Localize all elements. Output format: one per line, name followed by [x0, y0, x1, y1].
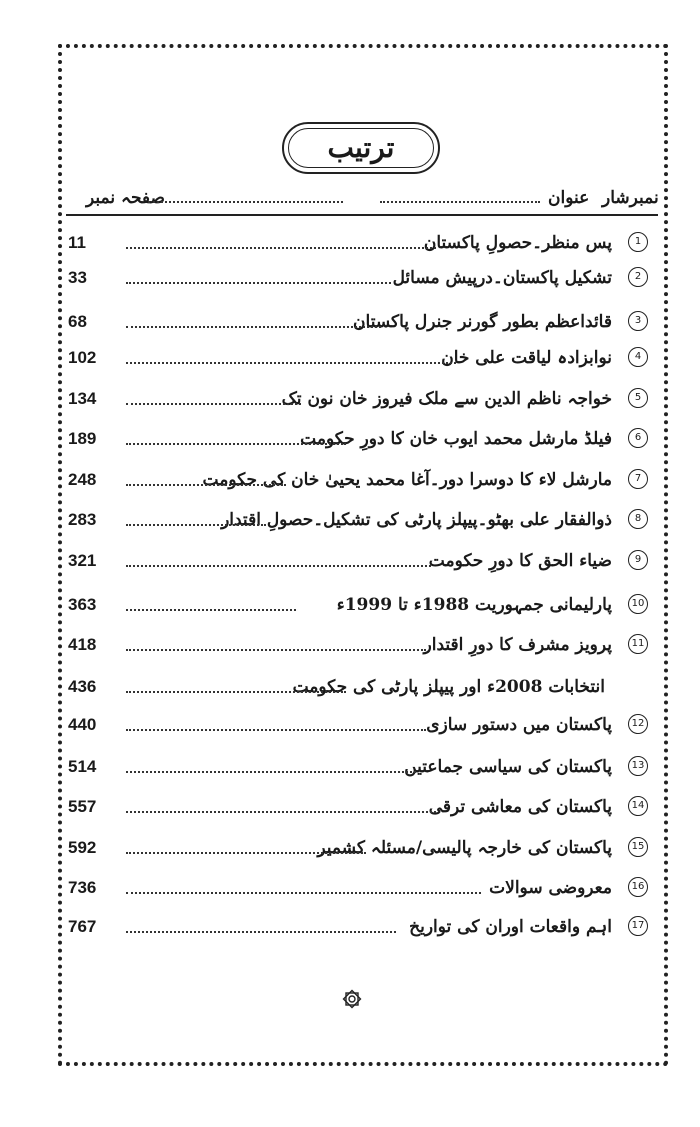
page-number: 592 — [68, 838, 97, 857]
serial-number-badge: 9 — [628, 550, 648, 570]
toc-row[interactable] — [0, 873, 700, 903]
serial-number-badge: 4 — [628, 347, 648, 367]
page-number: 363 — [68, 595, 97, 614]
leader-dots — [126, 691, 346, 695]
page-number: 11 — [68, 233, 86, 252]
toc-row[interactable] — [0, 424, 700, 454]
chapter-title: ضیاء الحق کا دورِ حکومت — [428, 551, 612, 571]
page-number: 134 — [68, 389, 97, 408]
chapter-title: قائداعظم بطور گورنر جنرل پاکستان — [353, 312, 612, 332]
serial-number-badge: 3 — [628, 311, 648, 331]
leader-dots — [126, 282, 391, 286]
serial-number-badge: 11 — [628, 634, 648, 654]
page-number: 68 — [68, 312, 87, 331]
chapter-title: پرویز مشرف کا دورِ اقتدار — [423, 635, 612, 655]
leader-dots — [126, 326, 381, 330]
leader-dots — [126, 443, 346, 447]
serial-number-badge: 16 — [628, 877, 648, 897]
serial-number-badge: 15 — [628, 837, 648, 857]
chapter-title: پس منظر۔حصولِ پاکستان — [423, 233, 612, 253]
serial-number-badge: 12 — [628, 714, 648, 734]
chapter-title: خواجہ ناظم الدین سے ملک فیروز خان نون تک — [281, 389, 612, 409]
page-number: 418 — [68, 635, 97, 654]
chapter-title: اہم واقعات اوران کی تواریخ — [409, 917, 612, 937]
header-serial: نمبرشار — [602, 188, 659, 208]
serial-number-badge: 2 — [628, 267, 648, 287]
chapter-title: معروضی سوالات — [489, 878, 612, 898]
serial-number-badge: 6 — [628, 428, 648, 448]
toc-row[interactable] — [0, 343, 700, 373]
leader-dots — [126, 852, 366, 856]
leader-dots — [126, 729, 426, 733]
flower-ornament-icon — [341, 988, 363, 1010]
page-number: 189 — [68, 429, 97, 448]
page-number: 514 — [68, 757, 97, 776]
chapter-title: پاکستان کی معاشی ترقی — [428, 797, 612, 817]
toc-row[interactable] — [0, 710, 700, 740]
leader-dots — [126, 565, 431, 569]
page-number: 736 — [68, 878, 97, 897]
page-number: 321 — [68, 551, 97, 570]
toc-row[interactable] — [0, 672, 700, 702]
toc-row[interactable] — [0, 833, 700, 863]
leader-dots — [126, 811, 436, 815]
toc-row[interactable] — [0, 228, 700, 258]
serial-number-badge: 1 — [628, 232, 648, 252]
chapter-title: تشکیل پاکستان۔درپیش مسائل — [392, 268, 612, 288]
leader-dots — [126, 484, 286, 488]
toc-row[interactable] — [0, 505, 700, 535]
header-title: عنوان — [548, 188, 590, 208]
leader-dots — [126, 649, 426, 653]
toc-row[interactable] — [0, 263, 700, 293]
chapter-title: انتخابات 2008ء اور پیپلز پارٹی کی حکومت — [292, 677, 605, 697]
toc-row[interactable] — [0, 590, 700, 620]
serial-number-badge: 17 — [628, 916, 648, 936]
leader-dots — [126, 771, 416, 775]
page-number: 767 — [68, 917, 97, 936]
serial-number-badge: 14 — [628, 796, 648, 816]
serial-number-badge: 13 — [628, 756, 648, 776]
toc-row[interactable] — [0, 912, 700, 942]
chapter-title: پاکستان کی سیاسی جماعتیں — [404, 757, 612, 777]
page-number: 557 — [68, 797, 97, 816]
page-number: 102 — [68, 348, 97, 367]
serial-number-badge: 8 — [628, 509, 648, 529]
chapter-title: مارشل لاء کا دوسرا دور۔آغا محمد یحییٰ خان کی حکومت — [202, 470, 612, 490]
toc-row[interactable] — [0, 384, 700, 414]
leader-dots — [126, 524, 266, 528]
page-number: 440 — [68, 715, 97, 734]
serial-number-badge: 10 — [628, 594, 648, 614]
page-number: 248 — [68, 470, 97, 489]
leader-dots — [126, 403, 301, 407]
chapter-title: نوابزادہ لیاقت علی خان — [441, 348, 612, 368]
chapter-title: پاکستان میں دستور سازی — [426, 715, 612, 735]
toc-row[interactable] — [0, 630, 700, 660]
chapter-title: پارلیمانی جمہوریت 1988ء تا 1999ء — [336, 595, 612, 615]
toc-row[interactable] — [0, 546, 700, 576]
leader-dots — [126, 247, 436, 251]
leader-dots — [126, 931, 396, 935]
chapter-title: فیلڈ مارشل محمد ایوب خان کا دورِ حکومت — [300, 429, 612, 449]
page-number: 33 — [68, 268, 87, 287]
chapter-title: ذوالفقار علی بھٹو۔پیپلز پارٹی کی تشکیل۔حصولِ اقتدار — [221, 510, 612, 530]
leader-dots — [126, 892, 481, 896]
chapter-title: پاکستان کی خارجہ پالیسی/مسئلہ کشمیر — [317, 838, 612, 858]
page-title: ترتیب — [327, 131, 395, 164]
toc-row[interactable] — [0, 752, 700, 782]
page-number: 436 — [68, 677, 97, 696]
toc-row[interactable] — [0, 307, 700, 337]
leader-dots — [126, 362, 456, 366]
serial-number-badge: 7 — [628, 469, 648, 489]
toc-row[interactable] — [0, 792, 700, 822]
serial-number-badge: 5 — [628, 388, 648, 408]
header-page: صفحہ نمبر — [86, 188, 165, 208]
toc-row[interactable] — [0, 465, 700, 495]
page-number: 283 — [68, 510, 97, 529]
leader-dots — [126, 609, 296, 613]
